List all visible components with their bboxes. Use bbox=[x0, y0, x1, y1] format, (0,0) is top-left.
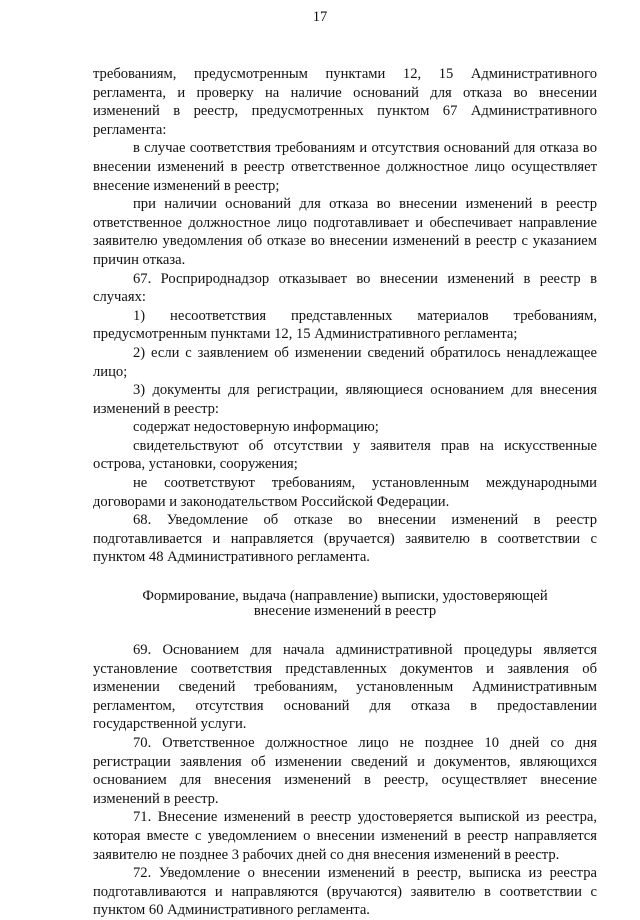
paragraph-67-item-3: 3) документы для регистрации, являющиеся основанием для внесения изменений в реестр: bbox=[93, 382, 597, 417]
section-heading-line-2: внесение изменений в реестр bbox=[253, 603, 437, 620]
paragraph-67-item-3c: не соответствуют требованиям, установленным международными договорами и законодательством Российской Федерации. bbox=[93, 475, 597, 510]
paragraph-67-item-3b: свидетельствуют об отсутствии у заявителя прав на искусственные острова, установки, сооружения; bbox=[93, 437, 597, 473]
document-body bbox=[93, 65, 597, 920]
paragraph-case-compliance: в случае соответствия требованиям и отсутствия оснований для отказа во внесении изменений в реестр ответственное должностное лицо осуществляет внесение изменений в реестр; bbox=[93, 140, 597, 194]
paragraph-67-item-3a: содержат недостоверную информацию; bbox=[133, 419, 379, 436]
paragraph-67-item-1: 1) несоответствия представленных материалов требованиям, предусмотренным пунктами 12, 15 Административного регламента; bbox=[93, 307, 597, 343]
paragraph-case-refusal: при наличии оснований для отказа во внесении изменений в реестр ответственное должностное лицо подготавливает и обеспечивает направление заявителю уведомления об отказе во внесении изменений в реестр с указанием причин отказа. bbox=[93, 196, 597, 268]
page-number: 17 bbox=[312, 9, 328, 25]
section-spacer bbox=[93, 567, 597, 589]
section-heading bbox=[93, 589, 597, 619]
section-spacer bbox=[93, 619, 597, 641]
paragraph-continuation: требованиям, предусмотренным пунктами 12, 15 Административного регламента, и проверку на наличие оснований для отказа во внесении изменений в реестр, предусмотренных пунктом 67 Административного регламента: bbox=[93, 66, 597, 138]
section-heading-line-1: Формирование, выдача (направление) выписки, удостоверяющей bbox=[142, 588, 548, 605]
paragraph-71: 71. Внесение изменений в реестр удостоверяется выпиской из реестра, которая вместе с уведомлением о внесении изменений в реестр направляется заявителю не позднее 3 рабочих дней со дня внесения изменений в реестр. bbox=[93, 809, 597, 863]
paragraph-67: 67. Росприроднадзор отказывает во внесении изменений в реестр в случаях: bbox=[93, 270, 597, 306]
paragraph-72: 72. Уведомление о внесении изменений в реестр, выписка из реестра подготавливаются и направляются (вручаются) заявителю в соответствии с пунктом 60 Административного регламента. bbox=[93, 865, 597, 919]
paragraph-67-item-2: 2) если с заявлением об изменении сведений обратилось ненадлежащее лицо; bbox=[93, 344, 597, 380]
paragraph-70: 70. Ответственное должностное лицо не позднее 10 дней со дня регистрации заявления об изменении сведений и документов, являющихся основанием для внесения изменений в реестр, осуществляет внесение изменений в реестр. bbox=[93, 735, 597, 807]
paragraph-69: 69. Основанием для начала административной процедуры является установление соответствия представленных документов и заявления об изменении сведений требованиям, установленным Административным регламентом, отсутствия оснований для отказа в предоставлении государственной услуги. bbox=[93, 642, 597, 733]
paragraph-68: 68. Уведомление об отказе во внесении изменений в реестр подготавливается и направляется (вручается) заявителю в соответствии с пунктом 48 Административного регламента. bbox=[93, 512, 597, 566]
